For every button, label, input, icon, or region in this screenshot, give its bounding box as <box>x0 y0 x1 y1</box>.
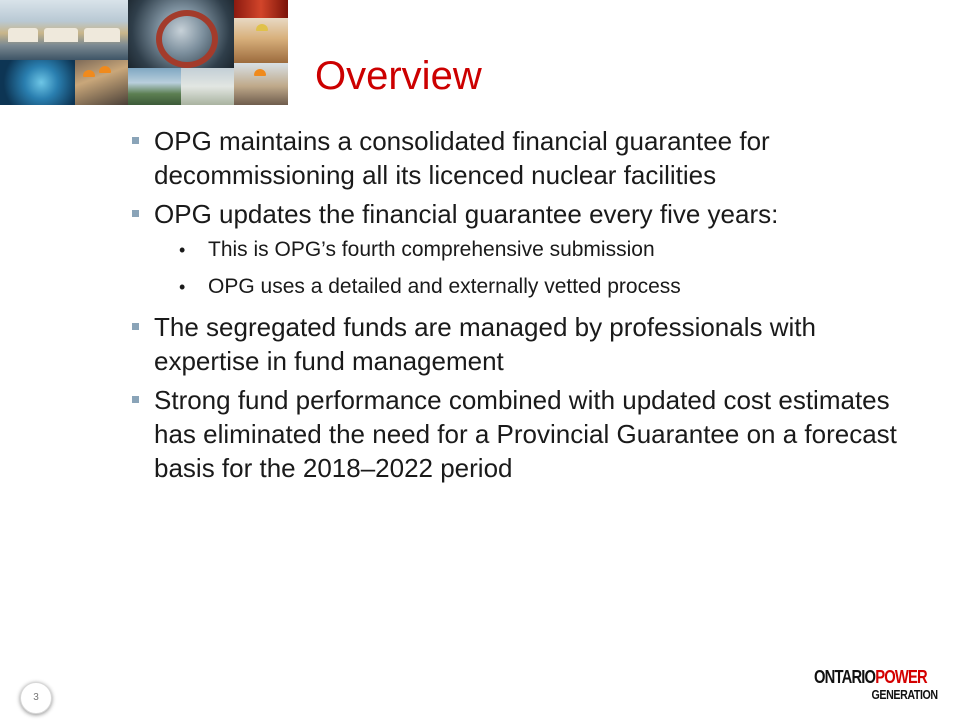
photo-nuclear-station <box>0 0 128 60</box>
logo-wordmark <box>814 667 927 687</box>
logo-word-power: POWER <box>875 667 927 687</box>
round-bullet-icon: • <box>179 277 186 297</box>
slide-number-badge: 3 <box>20 682 52 714</box>
photo-red-equipment <box>234 0 288 18</box>
sub-bullet-item <box>130 236 900 264</box>
bullet-text: OPG maintains a consolidated financial guarantee for decommissioning all its licenced nuclear facilities <box>154 126 770 190</box>
bullet-list <box>130 124 900 490</box>
sub-bullet-item <box>130 273 900 301</box>
round-bullet-icon: • <box>179 240 186 260</box>
square-bullet-icon <box>132 210 139 217</box>
bullet-item <box>130 197 900 231</box>
photo-workers-team <box>75 60 128 105</box>
bullet-text: OPG updates the financial guarantee every five years: <box>154 199 779 229</box>
sub-bullet-text: OPG uses a detailed and externally vetted process <box>208 275 681 298</box>
bullet-item <box>130 383 900 485</box>
photo-turbine-workers <box>128 0 234 68</box>
photo-field-worker <box>234 63 288 105</box>
photo-control-room <box>181 68 234 105</box>
square-bullet-icon <box>132 137 139 144</box>
header-photo-collage <box>0 0 288 105</box>
square-bullet-icon <box>132 323 139 330</box>
sub-bullet-text: This is OPG’s fourth comprehensive submission <box>208 238 655 261</box>
ontario-power-generation-logo <box>814 667 938 707</box>
bullet-item <box>130 124 900 192</box>
photo-hydro-dam <box>128 68 181 105</box>
bullet-text: The segregated funds are managed by professionals with expertise in fund management <box>154 312 816 376</box>
photo-reactor-core <box>0 60 75 105</box>
photo-engineer-woman <box>234 18 288 63</box>
logo-word-ontario: ONTARIO <box>814 667 876 687</box>
square-bullet-icon <box>132 396 139 403</box>
sub-bullet-list <box>130 236 900 301</box>
bullet-item <box>130 310 900 378</box>
slide-title: Overview <box>315 54 482 98</box>
bullet-text: Strong fund performance combined with updated cost estimates has eliminated the need for a Provincial Guarantee on a forecast basis for the 2018–2022 period <box>154 385 897 483</box>
logo-word-generation: GENERATION <box>871 687 938 702</box>
